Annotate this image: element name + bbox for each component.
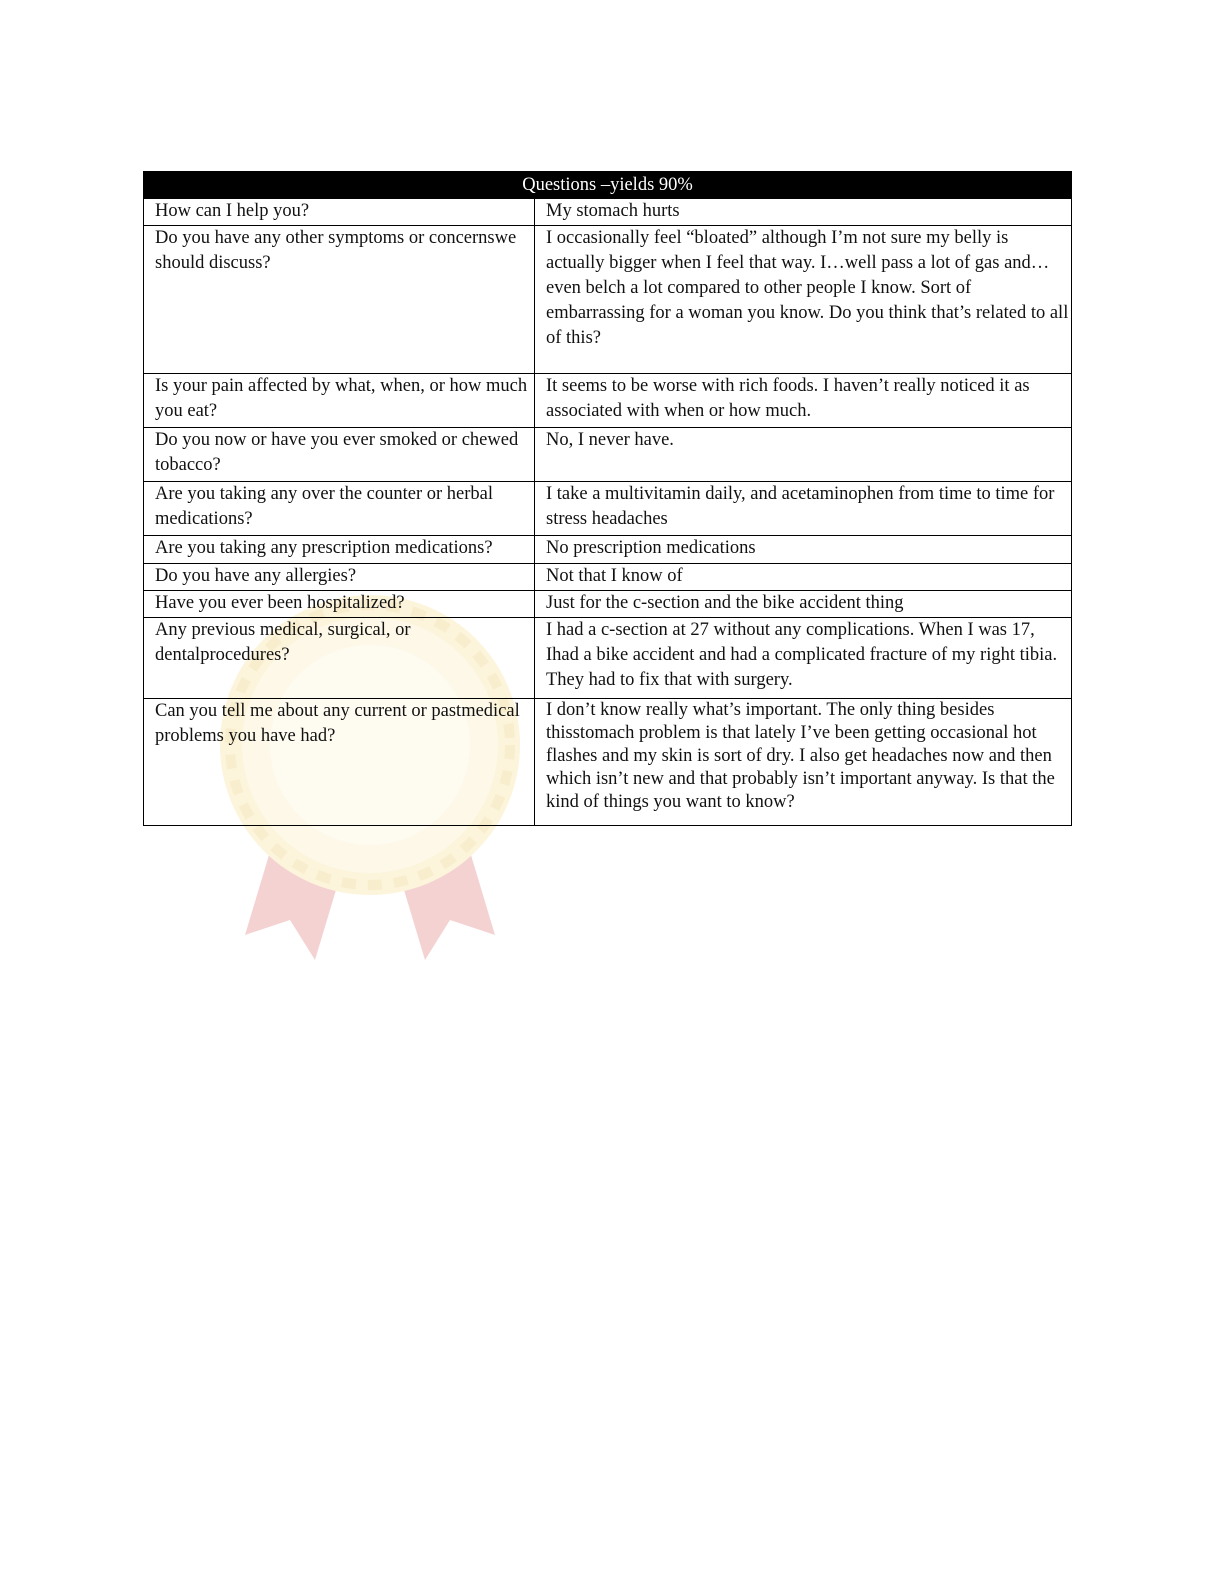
ribbon-icon <box>245 835 495 960</box>
table-header: Questions –yields 90% <box>144 172 1072 199</box>
table-row <box>144 226 1072 374</box>
question-cell: Do you have any allergies? <box>144 564 535 591</box>
answer-cell: My stomach hurts <box>535 199 1072 226</box>
table-row <box>144 374 1072 428</box>
table-row <box>144 536 1072 564</box>
question-cell: Any previous medical, surgical, or dentalprocedures? <box>144 618 535 699</box>
answer-cell: No, I never have. <box>535 428 1072 482</box>
table-row <box>144 699 1072 826</box>
table-row <box>144 482 1072 536</box>
question-cell: Do you now or have you ever smoked or chewed tobacco? <box>144 428 535 482</box>
table-row <box>144 591 1072 618</box>
answer-cell: It seems to be worse with rich foods. I haven’t really noticed it as associated with when or how much. <box>535 374 1072 428</box>
question-cell: Are you taking any over the counter or herbal medications? <box>144 482 535 536</box>
question-cell: Are you taking any prescription medications? <box>144 536 535 564</box>
answer-cell: I don’t know really what’s important. The only thing besides thisstomach problem is that lately I’ve been getting occasional hot flashes and my skin is sort of dry. I also get headaches now and then which isn’t new and that probably isn’t important anyway. Is that the kind of things you want to know? <box>535 699 1072 826</box>
table-row <box>144 428 1072 482</box>
answer-cell: I occasionally feel “bloated” although I’m not sure my belly is actually bigger when I feel that way. I…well pass a lot of gas and… even belch a lot compared to other people I know. Sort of embarrassing for a woman you know. Do you think that’s related to all of this? <box>535 226 1072 374</box>
table-header-row <box>144 172 1072 199</box>
question-cell: Do you have any other symptoms or concernswe should discuss? <box>144 226 535 374</box>
answer-cell: No prescription medications <box>535 536 1072 564</box>
answer-cell: Not that I know of <box>535 564 1072 591</box>
answer-cell: I had a c-section at 27 without any complications. When I was 17, Ihad a bike accident and had a complicated fracture of my right tibia. They had to fix that with surgery. <box>535 618 1072 699</box>
table-row <box>144 618 1072 699</box>
question-cell: Is your pain affected by what, when, or how much you eat? <box>144 374 535 428</box>
question-cell: Have you ever been hospitalized? <box>144 591 535 618</box>
table-row <box>144 564 1072 591</box>
questions-table <box>143 171 1072 826</box>
answer-cell: I take a multivitamin daily, and acetaminophen from time to time for stress headaches <box>535 482 1072 536</box>
question-cell: Can you tell me about any current or pastmedical problems you have had? <box>144 699 535 826</box>
question-cell: How can I help you? <box>144 199 535 226</box>
table-row <box>144 199 1072 226</box>
answer-cell: Just for the c-section and the bike accident thing <box>535 591 1072 618</box>
